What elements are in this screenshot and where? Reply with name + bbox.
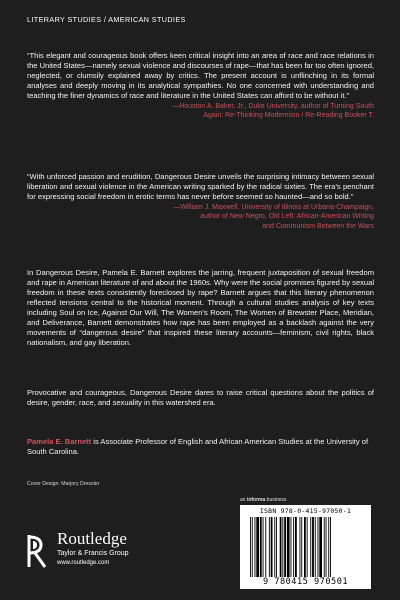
informa-suffix: business — [265, 497, 287, 503]
publisher-group: Taylor & Francis Group — [57, 550, 129, 557]
barcode-bar — [263, 517, 264, 577]
informa-prefix: an — [240, 497, 247, 503]
barcode-bar — [250, 517, 251, 577]
barcode-bar — [310, 517, 311, 577]
isbn-number: ISBN 978-0-415-97050-1 — [259, 507, 352, 515]
publisher-logo — [27, 529, 217, 589]
barcode-bar — [280, 517, 282, 577]
barcode-bar — [265, 517, 266, 577]
barcode-digits: 9 780415 970501 — [262, 577, 349, 587]
book-description: In Dangerous Desire, Pamela E. Barnett explores the jarring, frequent juxtaposition of sexual freedom and rape in American literature of and about the 1960s. Why were the social promises figured by sexual freedom in these texts consistently foreclosed by rape? Barnett argues that this literary phenomenon reflected tensions central to the historical moment. Through a cultural studies analysis of key texts including Soul on Ice, Against Our Will, The Women’s Room, The Women of Brewster Place, Meridian, and Deliverance, Barnett demonstrates how rape has been employed as a backlash against the very movements of “dangerous desire” that inspired these literary accounts—feminism, civil rights, black nationalism, and gay liberation. — [27, 268, 374, 347]
barcode-bar — [326, 517, 327, 577]
barcode-bar — [271, 517, 273, 577]
blurb-attribution — [27, 203, 374, 231]
category-label: LITERARY STUDIES / AMERICAN STUDIES — [27, 15, 186, 24]
barcode-bar — [287, 517, 290, 577]
barcode-bar — [324, 517, 325, 577]
blurb-text: “This elegant and courageous book offers keen critical insight into an area of race and race relations in the United States—namely sexual violence and discourses of rape—that has been far too often ignored, neglected, or clumsily explained away by critics. The present account is unflinching in its formal analyses and deeply moving in its analytical sympathies. No one concerned with understanding and teaching the finer dynamics of race and literature in the United States can afford to be without it.” — [27, 51, 374, 100]
blurb-quote-1 — [27, 51, 374, 121]
barcode-bar — [312, 517, 314, 577]
informa-tagline — [240, 497, 286, 503]
attribution-line: Again: Re-Thinking Modernism / Re-Reading Booker T. — [203, 112, 374, 120]
routledge-mark-icon — [27, 531, 49, 571]
barcode-bar — [315, 517, 316, 577]
attribution-line: author of New Negro, Old Left: African-American Writing — [200, 213, 374, 221]
isbn-barcode — [240, 505, 371, 589]
barcode-bar — [291, 517, 292, 577]
publisher-name: Routledge — [57, 529, 127, 548]
blurb-attribution — [27, 102, 374, 121]
barcode-bar — [276, 517, 277, 577]
barcode-bar — [330, 517, 331, 577]
barcode-bar — [318, 517, 319, 577]
author-bio-text: is Associate Professor of English and African American Studies at the University of South Carolina. — [27, 437, 369, 456]
barcode-bar — [301, 517, 302, 577]
barcode-bar — [256, 517, 259, 577]
barcode-bar — [293, 517, 294, 577]
publisher-url: www.routledge.com — [57, 560, 110, 566]
attribution-line: —William J. Maxwell, University of Illinois at Urbana-Champaign, — [173, 204, 374, 211]
barcode-bar — [304, 517, 306, 577]
book-description-closing: Provocative and courageous, Dangerous Desire dares to raise critical questions about the politics of desire, gender, race, and sexuality in this watershed era. — [27, 388, 374, 407]
author-bio — [27, 437, 374, 457]
barcode-bar — [260, 517, 262, 577]
barcode-bar — [300, 517, 301, 577]
barcode-bar — [284, 517, 286, 577]
barcode-bar — [295, 517, 297, 577]
attribution-line: and Communism Between the Wars — [262, 222, 374, 230]
barcode-bar — [269, 517, 270, 577]
blurb-text: “With unforced passion and erudition, Dangerous Desire unveils the surprising intimacy between sexual liberation and sexual violence in the American writing sparked by the radical sixties. The era’s penchant for expressing social freedom in erotic terms has never before seemed so haunted—and so bold.” — [27, 172, 374, 201]
barcode-bar — [319, 517, 322, 577]
blurb-quote-2 — [27, 172, 374, 231]
attribution-line: —Houston A. Baker, Jr., Duke University, author of Turning South — [172, 103, 374, 110]
barcode-bar — [282, 517, 283, 577]
cover-design-credit: Cover Design: Marjory Dressler — [27, 481, 100, 487]
informa-brand: informa — [246, 497, 266, 503]
barcode-bar — [307, 517, 308, 577]
barcode-bars — [248, 517, 364, 577]
barcode-bar — [274, 517, 275, 577]
barcode-bar — [328, 517, 329, 577]
author-name: Pamela E. Barnett — [27, 437, 92, 446]
barcode-bar — [255, 517, 256, 577]
barcode-bar — [252, 517, 253, 577]
